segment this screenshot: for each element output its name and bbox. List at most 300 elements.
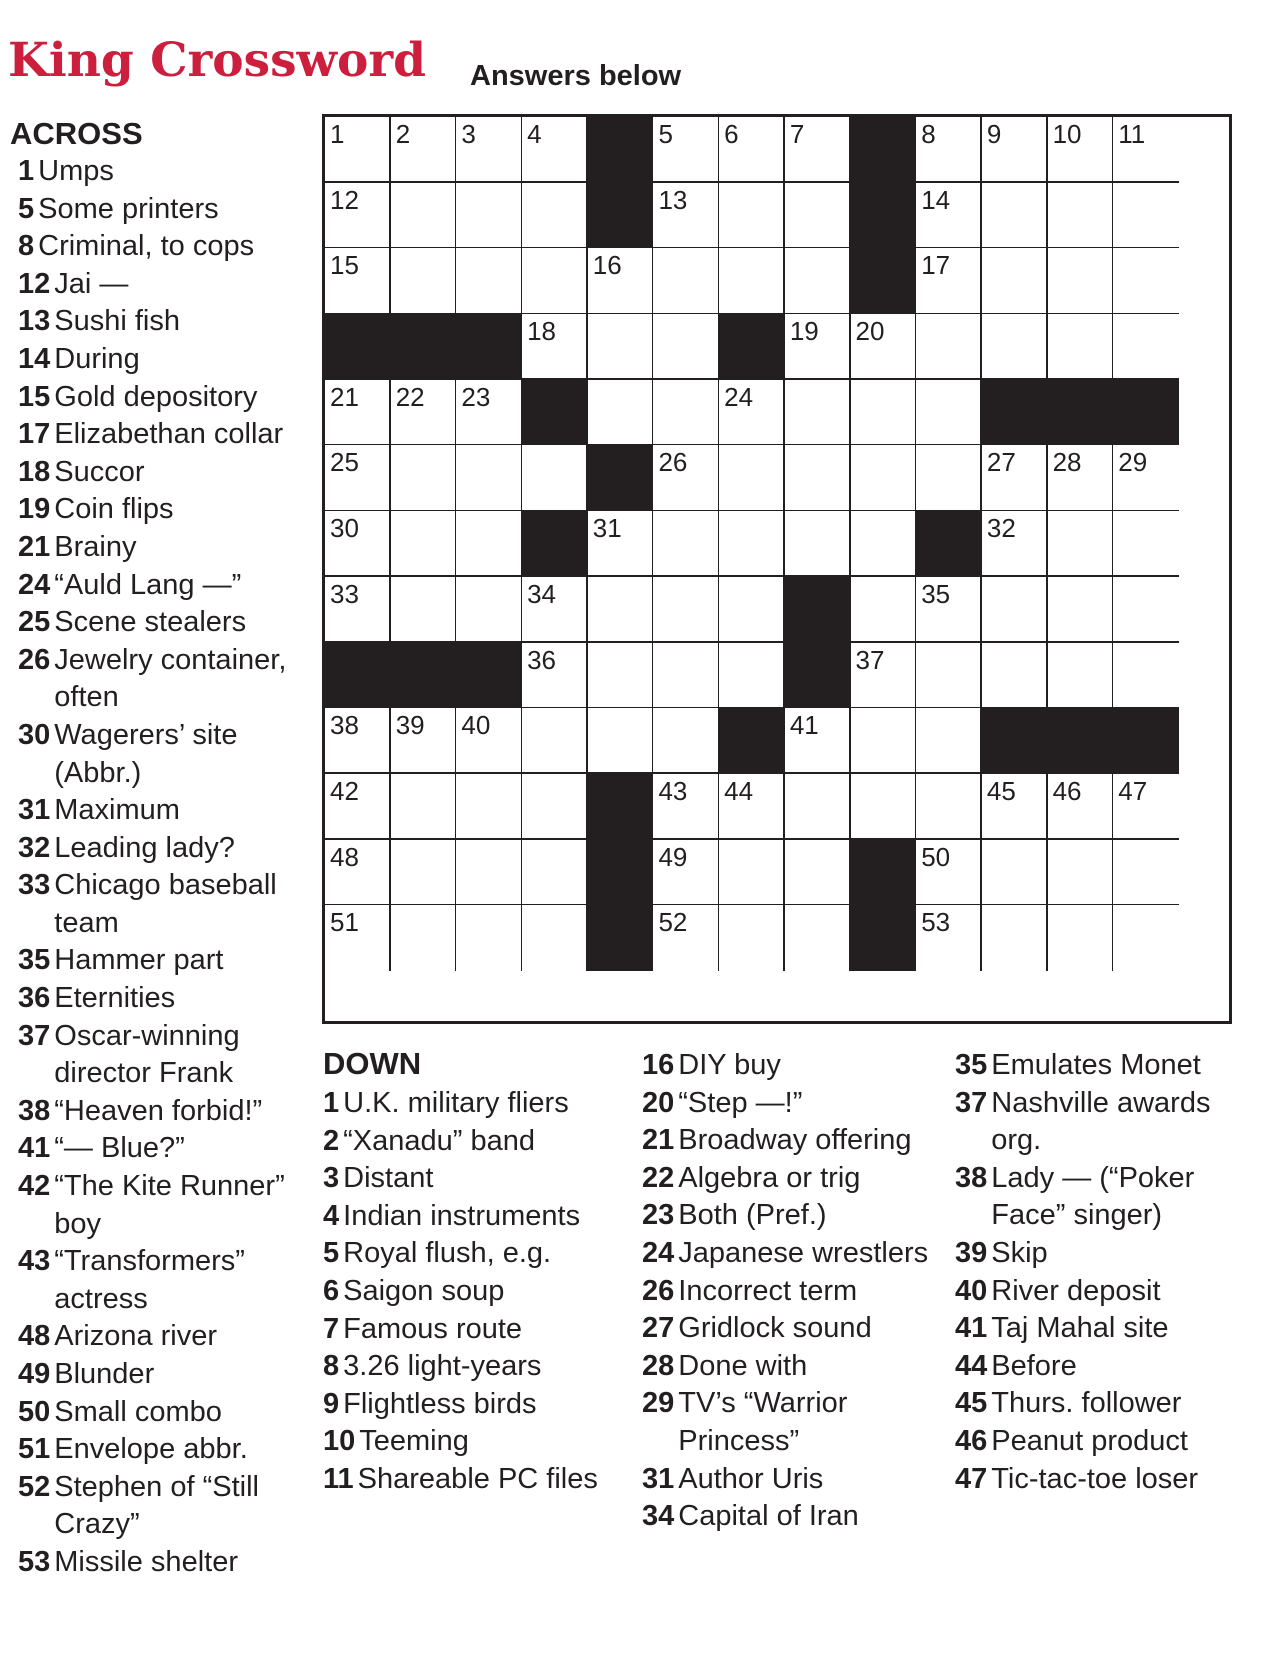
grid-cell[interactable] xyxy=(522,183,588,249)
clue-item xyxy=(18,379,310,417)
grid-cell[interactable] xyxy=(785,445,851,511)
grid-cell[interactable] xyxy=(785,774,851,840)
grid-cell[interactable] xyxy=(653,314,719,380)
grid-cell[interactable] xyxy=(916,840,982,906)
clue-text: River deposit xyxy=(991,1274,1161,1307)
grid-cell[interactable] xyxy=(522,840,588,906)
clue-number: 3 xyxy=(323,1162,340,1195)
grid-cell[interactable] xyxy=(785,248,851,314)
clue-number: 20 xyxy=(642,1086,675,1119)
clue-number: 18 xyxy=(18,455,51,488)
black-square xyxy=(588,445,654,511)
grid-cell[interactable] xyxy=(719,577,785,643)
cell-number: 4 xyxy=(527,119,542,149)
grid-cell[interactable] xyxy=(916,117,982,183)
grid-cell[interactable] xyxy=(785,840,851,906)
grid-cell[interactable] xyxy=(653,380,719,446)
grid-cell[interactable] xyxy=(588,248,654,314)
grid-cell[interactable] xyxy=(391,183,457,249)
grid-cell[interactable] xyxy=(916,445,982,511)
grid-cell[interactable] xyxy=(653,708,719,774)
black-square xyxy=(588,117,654,183)
grid-cell[interactable] xyxy=(851,445,917,511)
black-square xyxy=(456,314,522,380)
clue-text: Umps xyxy=(38,155,114,187)
clue-text: Skip xyxy=(991,1236,1048,1269)
clue-text: 3.26 light-years xyxy=(343,1350,542,1383)
grid-cell[interactable] xyxy=(916,905,982,971)
clue-item xyxy=(18,1356,310,1394)
grid-cell[interactable] xyxy=(522,445,588,511)
cell-number: 8 xyxy=(921,119,936,149)
cell-number: 52 xyxy=(658,907,688,938)
grid-cell[interactable] xyxy=(391,511,457,577)
grid-cell[interactable] xyxy=(1048,774,1114,840)
grid-cell[interactable] xyxy=(522,117,588,183)
grid-cell[interactable] xyxy=(522,577,588,643)
grid-cell[interactable] xyxy=(456,117,522,183)
grid-cell[interactable] xyxy=(522,905,588,971)
clue-item xyxy=(323,1348,623,1386)
clue-number: 37 xyxy=(18,1019,51,1052)
grid-cell[interactable] xyxy=(719,248,785,314)
grid-cell[interactable] xyxy=(982,314,1048,380)
grid-cell[interactable] xyxy=(325,380,391,446)
clue-text: Distant xyxy=(343,1162,434,1195)
grid-cell[interactable] xyxy=(785,511,851,577)
clue-text: Missile shelter xyxy=(54,1545,238,1578)
grid-cell[interactable] xyxy=(785,708,851,774)
cell-number: 26 xyxy=(658,447,688,478)
clue-item xyxy=(18,830,310,868)
black-square xyxy=(588,183,654,249)
grid-cell[interactable] xyxy=(325,117,391,183)
black-square xyxy=(522,380,588,446)
clue-item xyxy=(642,1461,942,1499)
cell-number: 32 xyxy=(986,513,1016,544)
grid-cell[interactable] xyxy=(916,708,982,774)
clue-number: 33 xyxy=(18,869,51,902)
grid-cell[interactable] xyxy=(1113,643,1179,709)
grid-cell[interactable] xyxy=(588,708,654,774)
grid-cell[interactable] xyxy=(1113,183,1179,249)
grid-cell[interactable] xyxy=(1048,183,1114,249)
grid-cell[interactable] xyxy=(719,774,785,840)
grid-cell[interactable] xyxy=(1113,314,1179,380)
grid-cell[interactable] xyxy=(851,314,917,380)
cell-number: 17 xyxy=(921,250,951,281)
grid-cell[interactable] xyxy=(325,248,391,314)
grid-cell[interactable] xyxy=(982,445,1048,511)
grid-cell[interactable] xyxy=(1113,445,1179,511)
grid-cell[interactable] xyxy=(982,905,1048,971)
clue-number: 16 xyxy=(642,1049,675,1081)
black-square xyxy=(456,643,522,709)
clue-item xyxy=(18,567,310,605)
clue-text: Hammer part xyxy=(54,944,224,977)
cell-number: 21 xyxy=(330,381,359,412)
clue-number: 27 xyxy=(642,1312,675,1345)
grid-cell[interactable] xyxy=(325,511,391,577)
grid-cell[interactable] xyxy=(325,708,391,774)
clue-number: 7 xyxy=(323,1312,340,1345)
clue-item xyxy=(18,228,310,266)
clue-item xyxy=(955,1085,1255,1160)
grid-cell[interactable] xyxy=(851,708,917,774)
grid-cell[interactable] xyxy=(719,117,785,183)
clue-item xyxy=(642,1348,942,1386)
grid-cell[interactable] xyxy=(1113,840,1179,906)
clue-text: Jewelry container, often xyxy=(54,643,287,714)
grid-cell[interactable] xyxy=(1048,248,1114,314)
grid-cell[interactable] xyxy=(653,117,719,183)
crossword-grid xyxy=(322,114,1232,1024)
clue-item xyxy=(18,1544,310,1582)
clue-item xyxy=(642,1498,942,1536)
clue-number: 25 xyxy=(18,606,51,639)
grid-cell[interactable] xyxy=(785,380,851,446)
clue-item xyxy=(955,1310,1255,1348)
grid-cell[interactable] xyxy=(456,445,522,511)
grid-cell[interactable] xyxy=(1113,905,1179,971)
grid-cell[interactable] xyxy=(588,577,654,643)
clue-item xyxy=(18,867,310,942)
grid-cell[interactable] xyxy=(391,445,457,511)
clue-text: Brainy xyxy=(54,530,137,563)
answers-note: Answers below xyxy=(470,60,682,92)
clue-number: 23 xyxy=(642,1199,675,1232)
clue-text: Eternities xyxy=(54,982,176,1015)
grid-cell[interactable] xyxy=(1113,774,1179,840)
grid-cell[interactable] xyxy=(1048,577,1114,643)
clue-number: 44 xyxy=(955,1349,988,1382)
clue-number: 2 xyxy=(323,1124,340,1157)
clue-number: 13 xyxy=(18,305,51,338)
clue-text: Capital of Iran xyxy=(678,1500,859,1533)
grid-cell[interactable] xyxy=(588,643,654,709)
clue-text: Some printers xyxy=(38,192,219,225)
clue-number: 39 xyxy=(955,1236,988,1269)
down-heading: DOWN xyxy=(323,1046,422,1081)
black-square xyxy=(588,905,654,971)
cell-number: 45 xyxy=(986,775,1016,806)
clue-text: Both (Pref.) xyxy=(678,1199,827,1232)
grid-cell[interactable] xyxy=(1048,445,1114,511)
grid-cell[interactable] xyxy=(1113,117,1179,183)
cell-number: 13 xyxy=(658,184,688,215)
clue-text: Criminal, to cops xyxy=(38,230,255,263)
cell-number: 39 xyxy=(395,710,425,741)
clue-item xyxy=(18,491,310,529)
clue-number: 42 xyxy=(18,1170,51,1203)
cell-number: 5 xyxy=(658,119,673,149)
grid-cell[interactable] xyxy=(456,708,522,774)
grid-cell[interactable] xyxy=(391,774,457,840)
cell-number: 11 xyxy=(1118,119,1146,149)
grid-cell[interactable] xyxy=(1113,248,1179,314)
clue-text: Famous route xyxy=(343,1312,523,1345)
black-square xyxy=(851,183,917,249)
grid-cell[interactable] xyxy=(1113,511,1179,577)
clue-number: 15 xyxy=(18,380,51,413)
black-square xyxy=(851,117,917,183)
grid-cell[interactable] xyxy=(522,643,588,709)
clue-text: U.K. military fliers xyxy=(343,1087,569,1119)
grid-cell[interactable] xyxy=(916,774,982,840)
grid-cell[interactable] xyxy=(653,774,719,840)
clue-item xyxy=(18,642,310,717)
clue-text: Gridlock sound xyxy=(678,1312,872,1345)
grid-cell[interactable] xyxy=(719,380,785,446)
grid-cell[interactable] xyxy=(653,248,719,314)
cell-number: 47 xyxy=(1118,775,1148,806)
clue-number: 6 xyxy=(323,1274,340,1307)
clue-number: 26 xyxy=(642,1274,675,1307)
grid-cell[interactable] xyxy=(982,183,1048,249)
black-square xyxy=(325,643,391,709)
cell-number: 9 xyxy=(986,119,1002,149)
clue-text: Broadway offering xyxy=(678,1124,912,1157)
grid-cell[interactable] xyxy=(325,445,391,511)
cell-number: 23 xyxy=(461,381,491,412)
clue-number: 53 xyxy=(18,1545,51,1578)
clue-item xyxy=(18,1243,310,1318)
grid-cell[interactable] xyxy=(916,380,982,446)
clue-number: 31 xyxy=(642,1462,675,1495)
grid-cell[interactable] xyxy=(785,905,851,971)
grid-cell[interactable] xyxy=(851,511,917,577)
clue-text: Gold depository xyxy=(54,380,258,413)
grid-cell[interactable] xyxy=(982,248,1048,314)
down-clue-column-2 xyxy=(642,1047,942,1536)
clue-number: 11 xyxy=(323,1462,354,1495)
grid-cell[interactable] xyxy=(851,774,917,840)
grid-cell[interactable] xyxy=(653,445,719,511)
cell-number: 37 xyxy=(855,644,885,675)
clue-text: Before xyxy=(991,1349,1077,1382)
grid-cell[interactable] xyxy=(391,380,457,446)
cell-number: 44 xyxy=(724,775,754,806)
black-square xyxy=(982,708,1048,774)
grid-cell[interactable] xyxy=(916,248,982,314)
grid-cell[interactable] xyxy=(719,183,785,249)
cell-number: 36 xyxy=(527,644,556,675)
clue-item xyxy=(323,1085,623,1123)
clue-item xyxy=(642,1085,942,1123)
grid-cell[interactable] xyxy=(391,117,457,183)
cell-number: 40 xyxy=(461,710,491,741)
grid-cell[interactable] xyxy=(456,248,522,314)
clue-item xyxy=(18,266,310,304)
clue-item xyxy=(955,1423,1255,1461)
clue-number: 9 xyxy=(323,1387,340,1420)
cell-number: 18 xyxy=(527,316,556,347)
grid-cell[interactable] xyxy=(325,840,391,906)
grid-cell[interactable] xyxy=(653,905,719,971)
clue-number: 36 xyxy=(18,982,51,1015)
grid-cell[interactable] xyxy=(1048,511,1114,577)
clue-item xyxy=(323,1198,623,1236)
grid-cell[interactable] xyxy=(522,248,588,314)
clue-text: Oscar-winning director Frank xyxy=(54,1019,240,1090)
clue-text: Thurs. follower xyxy=(991,1387,1182,1420)
clue-item xyxy=(955,1273,1255,1311)
clue-item xyxy=(18,1394,310,1432)
grid-cell[interactable] xyxy=(851,577,917,643)
clue-item xyxy=(18,191,310,229)
black-square xyxy=(851,248,917,314)
grid-cell[interactable] xyxy=(522,314,588,380)
grid-cell[interactable] xyxy=(653,577,719,643)
grid-cell[interactable] xyxy=(1048,643,1114,709)
grid-cell[interactable] xyxy=(916,314,982,380)
grid-cell[interactable] xyxy=(391,840,457,906)
clue-text: Jai — xyxy=(54,267,129,300)
grid-cell[interactable] xyxy=(719,511,785,577)
grid-cell[interactable] xyxy=(1048,840,1114,906)
clue-item xyxy=(323,1423,623,1461)
clue-text: Algebra or trig xyxy=(678,1161,861,1194)
grid-cell[interactable] xyxy=(1113,577,1179,643)
clue-number: 46 xyxy=(955,1424,988,1457)
grid-cell[interactable] xyxy=(916,643,982,709)
grid-cell[interactable] xyxy=(588,380,654,446)
clue-number: 29 xyxy=(642,1387,675,1420)
clue-item xyxy=(18,1318,310,1356)
grid-cell[interactable] xyxy=(325,577,391,643)
clue-number: 47 xyxy=(955,1462,988,1495)
clue-number: 21 xyxy=(18,530,51,563)
grid-cell[interactable] xyxy=(391,905,457,971)
clue-item xyxy=(955,1385,1255,1423)
grid-cell[interactable] xyxy=(325,183,391,249)
clue-item xyxy=(955,1461,1255,1499)
grid-cell[interactable] xyxy=(916,577,982,643)
grid-cell[interactable] xyxy=(456,183,522,249)
clue-item xyxy=(18,341,310,379)
clue-text: Envelope abbr. xyxy=(54,1433,248,1466)
grid-cell[interactable] xyxy=(719,840,785,906)
clue-number: 4 xyxy=(323,1199,340,1232)
grid-cell[interactable] xyxy=(456,511,522,577)
grid-cell[interactable] xyxy=(456,840,522,906)
grid-cell[interactable] xyxy=(719,643,785,709)
clue-number: 35 xyxy=(955,1049,988,1081)
grid-cell[interactable] xyxy=(456,905,522,971)
clue-number: 14 xyxy=(18,342,51,375)
clue-number: 5 xyxy=(18,192,35,225)
grid-cell[interactable] xyxy=(851,643,917,709)
grid-cell[interactable] xyxy=(456,577,522,643)
grid-cell[interactable] xyxy=(982,577,1048,643)
cell-number: 6 xyxy=(724,119,739,149)
grid-cell[interactable] xyxy=(653,840,719,906)
grid-cell[interactable] xyxy=(588,511,654,577)
grid-cell[interactable] xyxy=(785,314,851,380)
black-square xyxy=(1113,380,1179,446)
grid-cell[interactable] xyxy=(1048,905,1114,971)
clue-number: 38 xyxy=(18,1094,51,1127)
grid-cell[interactable] xyxy=(982,511,1048,577)
grid-cell[interactable] xyxy=(916,183,982,249)
clue-item xyxy=(18,454,310,492)
cell-number: 29 xyxy=(1118,447,1148,478)
clue-text: Coin flips xyxy=(54,493,174,526)
grid-cell[interactable] xyxy=(325,774,391,840)
grid-cell[interactable] xyxy=(456,380,522,446)
grid-cell[interactable] xyxy=(653,511,719,577)
clue-number: 28 xyxy=(642,1349,675,1382)
black-square xyxy=(851,840,917,906)
grid-cell[interactable] xyxy=(982,774,1048,840)
black-square xyxy=(325,314,391,380)
across-heading: ACROSS xyxy=(10,116,143,151)
clue-text: Royal flush, e.g. xyxy=(343,1237,552,1270)
clue-text: “The Kite Runner” boy xyxy=(54,1170,285,1240)
clue-text: Maximum xyxy=(54,794,180,827)
cell-number: 43 xyxy=(658,775,688,806)
clue-number: 17 xyxy=(18,418,51,451)
grid-cell[interactable] xyxy=(588,314,654,380)
clue-number: 26 xyxy=(18,643,51,676)
grid-cell[interactable] xyxy=(1048,117,1114,183)
clue-number: 1 xyxy=(323,1087,340,1119)
grid-cell[interactable] xyxy=(1048,314,1114,380)
grid-cell[interactable] xyxy=(325,905,391,971)
grid-cell[interactable] xyxy=(982,643,1048,709)
clue-item xyxy=(955,1160,1255,1235)
clue-item xyxy=(642,1197,942,1235)
clue-item xyxy=(323,1160,623,1198)
black-square xyxy=(391,643,457,709)
cell-number: 27 xyxy=(986,447,1016,478)
cell-number: 30 xyxy=(330,513,359,544)
clue-text: Teeming xyxy=(359,1425,469,1458)
cell-number: 53 xyxy=(921,907,951,938)
cell-number: 7 xyxy=(789,119,805,149)
grid-cell[interactable] xyxy=(653,183,719,249)
grid-cell[interactable] xyxy=(391,708,457,774)
clue-item xyxy=(18,792,310,830)
grid-cell[interactable] xyxy=(982,117,1048,183)
clue-number: 40 xyxy=(955,1274,988,1307)
grid-cell[interactable] xyxy=(456,774,522,840)
grid-cell[interactable] xyxy=(719,445,785,511)
black-square xyxy=(719,708,785,774)
grid-cell[interactable] xyxy=(785,183,851,249)
clue-item xyxy=(323,1235,623,1273)
black-square xyxy=(391,314,457,380)
grid-cell[interactable] xyxy=(982,840,1048,906)
clue-number: 37 xyxy=(955,1086,988,1119)
grid-cell[interactable] xyxy=(522,708,588,774)
grid-cell[interactable] xyxy=(391,248,457,314)
black-square xyxy=(719,314,785,380)
clue-item xyxy=(18,1431,310,1469)
clue-number: 21 xyxy=(642,1124,675,1157)
grid-cell[interactable] xyxy=(719,905,785,971)
clue-number: 8 xyxy=(18,230,35,263)
grid-cell[interactable] xyxy=(785,117,851,183)
grid-cell[interactable] xyxy=(391,577,457,643)
clue-number: 38 xyxy=(955,1161,988,1194)
grid-cell[interactable] xyxy=(522,774,588,840)
cell-number: 3 xyxy=(461,119,476,149)
clue-item xyxy=(18,942,310,980)
grid-cell[interactable] xyxy=(653,643,719,709)
grid-cell[interactable] xyxy=(851,380,917,446)
cell-number: 25 xyxy=(330,447,359,478)
